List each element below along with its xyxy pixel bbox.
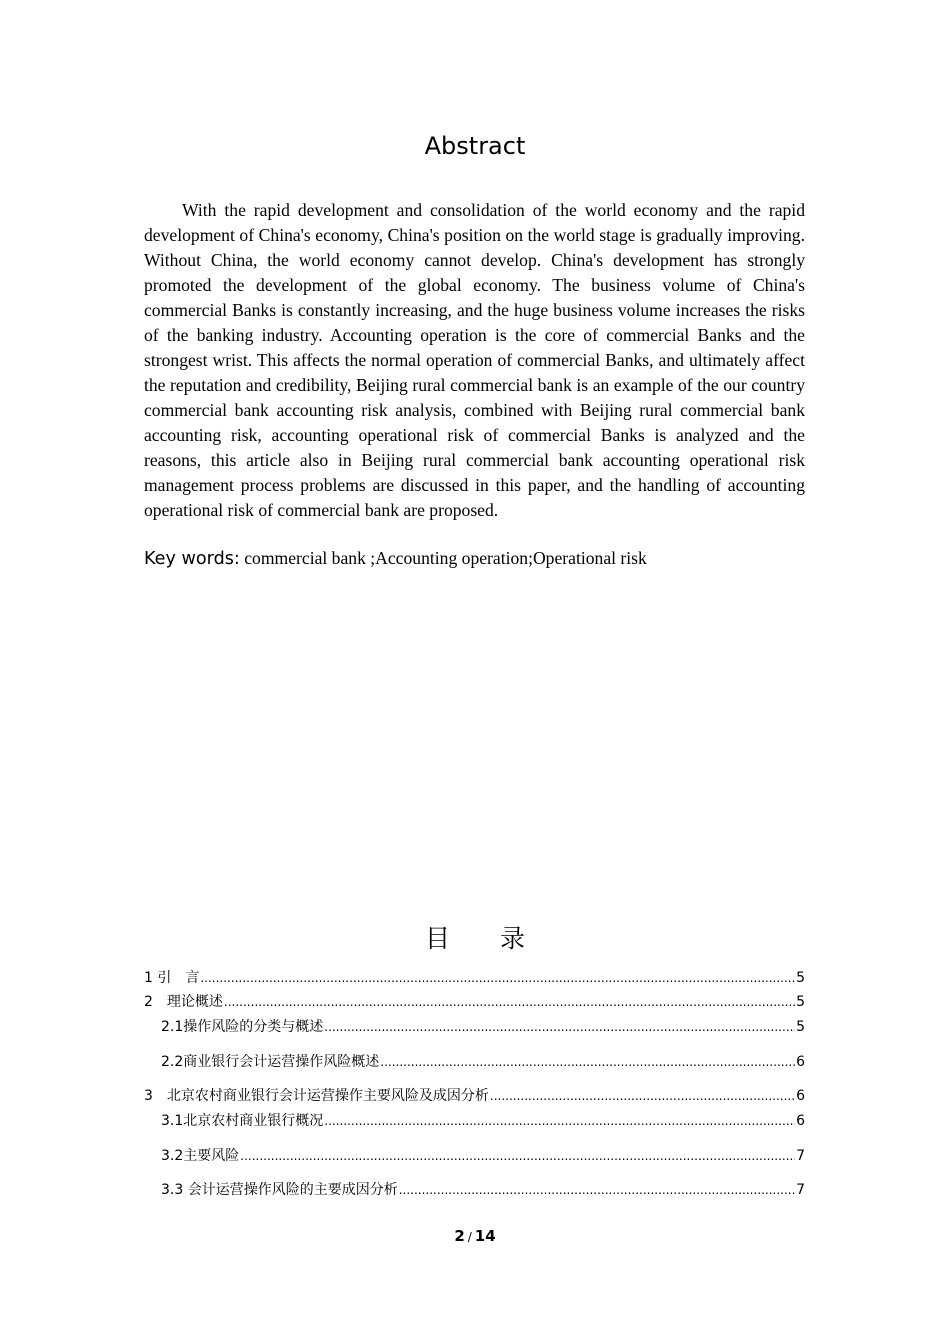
toc-entry-3-2[interactable]: [161, 1146, 805, 1166]
toc-entry-page: 5: [796, 1019, 805, 1035]
toc-entry-page: 5: [796, 970, 805, 986]
toc-entry-3-1[interactable]: [161, 1111, 805, 1131]
toc-entry-label: 3.2主要风险: [161, 1148, 240, 1164]
toc-entry-label: 1 引 言: [144, 970, 200, 986]
toc-entry-3-3[interactable]: [161, 1180, 805, 1200]
toc-entry-3[interactable]: [144, 1086, 805, 1106]
abstract-title: Abstract: [424, 132, 526, 160]
toc-entry-label: 3.1北京农村商业银行概况: [161, 1113, 324, 1129]
toc-entry-label: 2.1操作风险的分类与概述: [161, 1019, 324, 1035]
toc-entry-label: 3 北京农村商业银行会计运营操作主要风险及成因分析: [144, 1088, 489, 1104]
toc-entry-page: 5: [796, 994, 805, 1010]
toc-title-char-2: 录: [500, 924, 526, 953]
abstract-body: With the rapid development and consolidation of the world economy and the rapid development of China's economy, China's position on the world stage is gradually improving. Without China, the world economy cannot develop. China's development has strongly promoted the development of the global economy. The business volume of China's commercial Banks is constantly increasing, and the huge business volume increases the risks of the banking industry. Accounting operation is the core of commercial Banks and the strongest wrist. This affects the normal operation of commercial Banks, and ultimately affect the reputation and credibility, Beijing rural commercial bank is an example of the our country commercial bank accounting risk analysis, combined with Beijing rural commercial bank accounting risk, accounting operational risk of commercial Banks is analyzed and the reasons, this article also in Beijing rural commercial bank accounting operational risk management process problems are discussed in this paper, and the handling of accounting operational risk of commercial bank are proposed.: [144, 200, 805, 520]
toc-entry-1[interactable]: [144, 968, 805, 988]
toc-title: [0, 922, 950, 956]
toc-title-char-1: 目: [424, 924, 450, 953]
toc-entry-label: 2.2商业银行会计运营操作风险概述: [161, 1054, 380, 1070]
toc-entry-page: 6: [796, 1113, 805, 1129]
toc-entry-2-2[interactable]: [161, 1052, 805, 1072]
toc-entry-page: 7: [796, 1148, 805, 1164]
toc-entry-2[interactable]: [144, 992, 805, 1012]
toc-leader-dots: [224, 992, 795, 1012]
toc-entry-page: 7: [796, 1182, 805, 1198]
toc-leader-dots: [324, 1017, 795, 1037]
toc-entry-label: 2 理论概述: [144, 994, 223, 1010]
toc-leader-dots: [324, 1111, 795, 1131]
toc-entry-page: 6: [796, 1088, 805, 1104]
toc-entry-label: 3.3 会计运营操作风险的主要成因分析: [161, 1182, 398, 1198]
page-number-total: 14: [474, 1227, 496, 1245]
page-number-current: 2: [454, 1227, 465, 1245]
toc-leader-dots: [399, 1180, 795, 1200]
keywords-label: Key words:: [144, 549, 240, 569]
toc-entry-page: 6: [796, 1054, 805, 1070]
toc-leader-dots: [380, 1052, 795, 1072]
toc-leader-dots: [240, 1146, 795, 1166]
keywords-line: [144, 546, 805, 572]
toc-leader-dots: [200, 968, 795, 988]
page-number: [0, 1226, 950, 1247]
toc-leader-dots: [490, 1086, 795, 1106]
toc-entry-2-1[interactable]: [161, 1017, 805, 1037]
keywords-value: commercial bank ;Accounting operation;Operational risk: [239, 548, 647, 568]
page-number-separator: /: [467, 1230, 472, 1244]
